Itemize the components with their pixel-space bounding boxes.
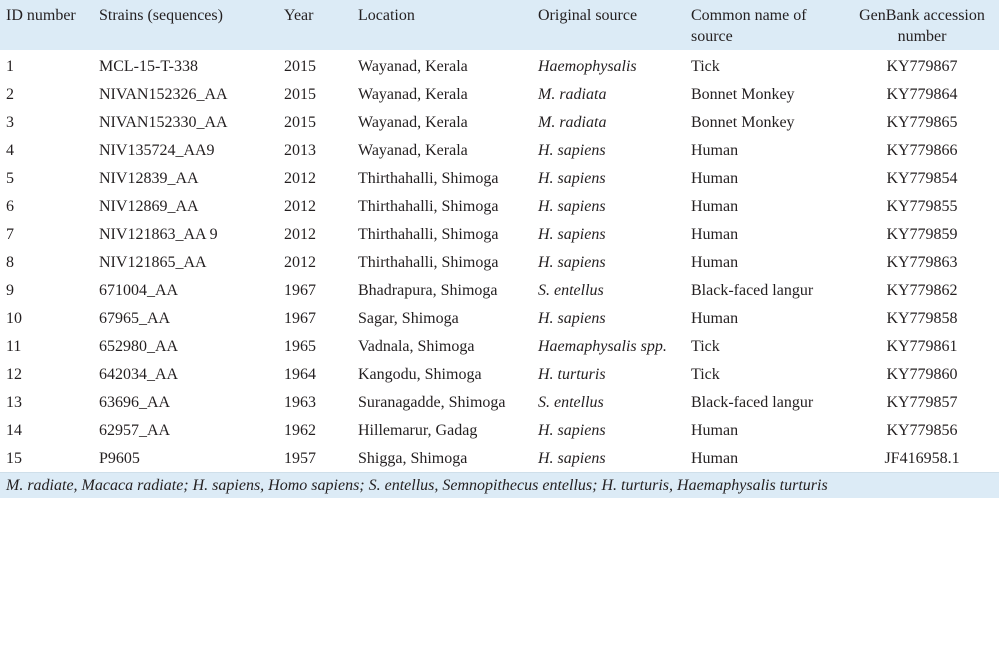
cell-id: 4 (6, 142, 14, 159)
cell-id: 8 (6, 254, 14, 271)
cell-id: 1 (6, 58, 14, 75)
table-row (0, 360, 999, 388)
cell-year: 1964 (284, 366, 316, 383)
cell-common-name: Human (691, 422, 739, 439)
cell-id: 10 (6, 310, 22, 327)
cell-strain: 62957_AA (99, 422, 171, 439)
cell-strain: 652980_AA (99, 338, 179, 355)
cell-common-name: Human (691, 226, 739, 243)
cell-location: Vadnala, Shimoga (358, 338, 475, 355)
header-id: ID number (6, 7, 76, 24)
cell-accession: KY779865 (886, 114, 958, 131)
cell-common-name: Human (691, 170, 739, 187)
cell-accession: KY779858 (886, 310, 958, 327)
cell-location: Thirthahalli, Shimoga (358, 170, 499, 187)
table-row (0, 50, 999, 80)
cell-source: H. sapiens (538, 450, 606, 467)
cell-strain: NIV121865_AA (99, 254, 207, 271)
cell-strain: 671004_AA (99, 282, 179, 299)
cell-year: 2012 (284, 254, 316, 271)
header-location: Location (358, 7, 415, 24)
cell-strain: NIVAN152326_AA (99, 86, 228, 103)
cell-common-name: Human (691, 310, 739, 327)
cell-source: M. radiata (538, 114, 607, 131)
cell-location: Shigga, Shimoga (358, 450, 468, 467)
cell-source: H. sapiens (538, 254, 606, 271)
cell-common-name: Tick (691, 366, 720, 383)
cell-year: 1957 (284, 450, 316, 467)
cell-source: H. sapiens (538, 226, 606, 243)
cell-accession: KY779866 (886, 142, 958, 159)
table-row (0, 388, 999, 416)
cell-id: 3 (6, 114, 14, 131)
table-row (0, 164, 999, 192)
cell-id: 12 (6, 366, 22, 383)
header-common: Common name of source (691, 7, 807, 45)
table-row (0, 192, 999, 220)
cell-accession: KY779859 (886, 226, 958, 243)
cell-source: H. turturis (538, 366, 606, 383)
cell-strain: 642034_AA (99, 366, 179, 383)
cell-location: Wayanad, Kerala (358, 142, 468, 159)
cell-year: 2012 (284, 226, 316, 243)
header-accession: GenBank accession number (859, 7, 985, 45)
cell-common-name: Bonnet Monkey (691, 86, 795, 103)
cell-source: H. sapiens (538, 142, 606, 159)
header-source: Original source (538, 7, 638, 24)
cell-location: Thirthahalli, Shimoga (358, 198, 499, 215)
cell-source: S. entellus (538, 394, 604, 411)
table-row (0, 444, 999, 472)
cell-accession: KY779856 (886, 422, 958, 439)
cell-accession: KY779855 (886, 198, 958, 215)
cell-strain: NIVAN152330_AA (99, 114, 228, 131)
cell-year: 1962 (284, 422, 316, 439)
table-row (0, 332, 999, 360)
cell-accession: KY779857 (886, 394, 958, 411)
cell-source: H. sapiens (538, 198, 606, 215)
header-strain: Strains (sequences) (99, 7, 223, 24)
cell-accession: KY779861 (886, 338, 958, 355)
table-row (0, 276, 999, 304)
cell-location: Kangodu, Shimoga (358, 366, 482, 383)
table-row (0, 220, 999, 248)
cell-accession: JF416958.1 (884, 450, 960, 467)
cell-source: H. sapiens (538, 422, 606, 439)
header-row (0, 0, 999, 50)
cell-common-name: Human (691, 198, 739, 215)
cell-id: 13 (6, 394, 22, 411)
cell-accession: KY779864 (886, 86, 958, 103)
cell-year: 1967 (284, 282, 316, 299)
cell-accession: KY779854 (886, 170, 958, 187)
cell-id: 5 (6, 170, 14, 187)
cell-strain: 63696_AA (99, 394, 171, 411)
table-header (0, 0, 999, 50)
cell-strain: P9605 (99, 450, 140, 467)
table-row (0, 80, 999, 108)
cell-id: 7 (6, 226, 14, 243)
cell-location: Suranagadde, Shimoga (358, 394, 506, 411)
table-footnote: M. radiate, Macaca radiate; H. sapiens, Homo sapiens; S. entellus, Semnopithecus entellus; H. turturis, Haemaphysalis turturis (0, 472, 999, 498)
cell-year: 1965 (284, 338, 316, 355)
cell-common-name: Black-faced langur (691, 282, 814, 299)
table-row (0, 304, 999, 332)
cell-location: Hillemarur, Gadag (358, 422, 478, 439)
cell-source: H. sapiens (538, 170, 606, 187)
table-row (0, 108, 999, 136)
cell-strain: 67965_AA (99, 310, 171, 327)
cell-year: 1967 (284, 310, 316, 327)
cell-common-name: Tick (691, 58, 720, 75)
cell-location: Thirthahalli, Shimoga (358, 226, 499, 243)
table-row (0, 416, 999, 444)
cell-year: 2015 (284, 114, 316, 131)
cell-accession: KY779862 (886, 282, 958, 299)
cell-strain: NIV121863_AA 9 (99, 226, 218, 243)
cell-source: Haemaphysalis spp. (538, 338, 667, 355)
cell-strain: NIV135724_AA9 (99, 142, 215, 159)
cell-strain: NIV12839_AA (99, 170, 199, 187)
cell-year: 2013 (284, 142, 316, 159)
cell-common-name: Human (691, 142, 739, 159)
cell-id: 9 (6, 282, 14, 299)
cell-source: Haemophysalis (538, 58, 637, 75)
table-body (0, 50, 999, 472)
table-row (0, 136, 999, 164)
cell-location: Bhadrapura, Shimoga (358, 282, 498, 299)
cell-source: H. sapiens (538, 310, 606, 327)
cell-accession: KY779863 (886, 254, 958, 271)
cell-common-name: Bonnet Monkey (691, 114, 795, 131)
cell-id: 11 (6, 338, 22, 355)
cell-id: 2 (6, 86, 14, 103)
cell-id: 15 (6, 450, 22, 467)
cell-source: M. radiata (538, 86, 607, 103)
cell-year: 1963 (284, 394, 316, 411)
header-year: Year (284, 7, 314, 24)
cell-year: 2012 (284, 198, 316, 215)
cell-accession: KY779867 (886, 58, 958, 75)
cell-location: Wayanad, Kerala (358, 114, 468, 131)
cell-year: 2015 (284, 86, 316, 103)
cell-location: Sagar, Shimoga (358, 310, 459, 327)
cell-strain: NIV12869_AA (99, 198, 199, 215)
cell-id: 6 (6, 198, 14, 215)
table-row (0, 248, 999, 276)
cell-location: Thirthahalli, Shimoga (358, 254, 499, 271)
cell-year: 2012 (284, 170, 316, 187)
cell-common-name: Tick (691, 338, 720, 355)
cell-common-name: Black-faced langur (691, 394, 814, 411)
cell-common-name: Human (691, 450, 739, 467)
cell-location: Wayanad, Kerala (358, 58, 468, 75)
cell-source: S. entellus (538, 282, 604, 299)
cell-id: 14 (6, 422, 22, 439)
cell-common-name: Human (691, 254, 739, 271)
cell-accession: KY779860 (886, 366, 958, 383)
cell-strain: MCL-15-T-338 (99, 58, 198, 75)
cell-location: Wayanad, Kerala (358, 86, 468, 103)
cell-year: 2015 (284, 58, 316, 75)
